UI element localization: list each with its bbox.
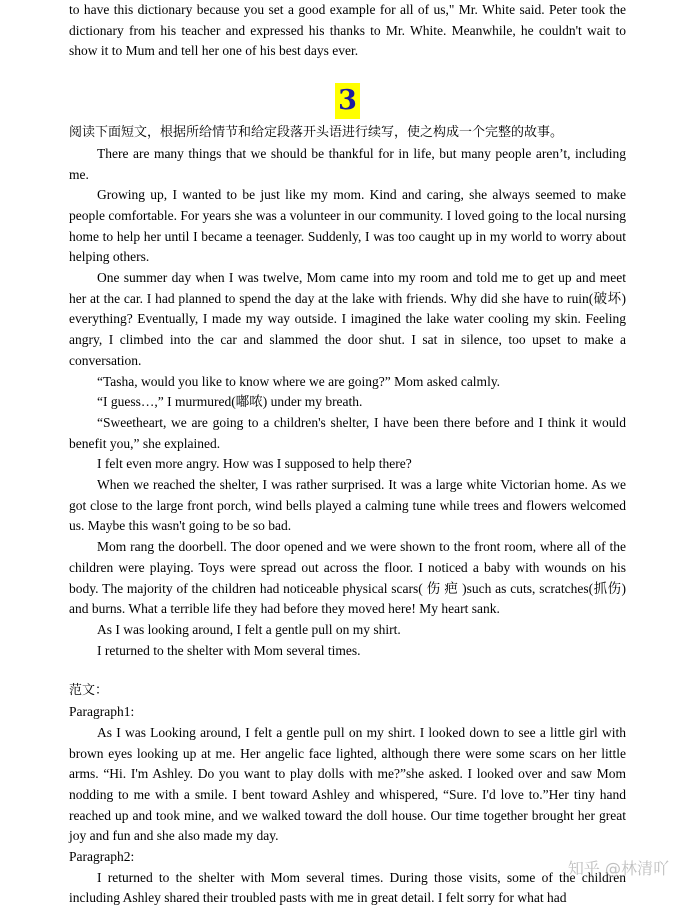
paragraph1-label: Paragraph1: bbox=[69, 704, 135, 720]
story-paragraph: I returned to the shelter with Mom several times. bbox=[97, 642, 361, 658]
model-heading: 范文： bbox=[69, 683, 109, 699]
story-paragraph: I felt even more angry. How was I supposed to help there? bbox=[97, 456, 412, 472]
paragraph2-text: I returned to the shelter with Mom several times. During those visits, some of the children including Ashley shared their troubled pasts with me in great detail. I felt sorry for what had bbox=[69, 869, 626, 906]
watermark: 知乎 @林清吖 bbox=[567, 859, 669, 878]
story-paragraph: Growing up, I wanted to be just like my mom. Kind and caring, she always seemed to make people comfortable. For years she was a volunteer in our community. I loved going to the local nursing home to help her until I became a teenager. Suddenly, I was too caught up in my world to worry about helping others. bbox=[69, 187, 626, 265]
intro-paragraph: to have this dictionary because you set a good example for all of us," Mr. White said. Peter took the dictionary from his teacher and expressed his thanks to Mr. White. Meanwhile, he couldn't wait to show it to Mum and tell her one of his best days ever. bbox=[69, 2, 626, 59]
section-number: 3 bbox=[335, 83, 360, 119]
paragraph1-text: As I was Looking around, I felt a gentle pull on my shirt. I looked down to see a little girl with brown eyes looking up at me. Her angelic face lighted, although there were some scars on her little arms. “Hi. I'm Ashley. Do you want to play dolls with me?”she asked. I looked over and saw Mom nodding to me with a smile. I bent toward Ashley and whispered, “Sure. I'd love to.”Her tiny hand reached up and took mine, and we walked toward the doll house. Our time together brought her great joy and fun and she also made my day. bbox=[69, 724, 626, 844]
story-paragraph: As I was looking around, I felt a gentle pull on my shirt. bbox=[97, 621, 401, 637]
section-number-wrap bbox=[69, 83, 626, 120]
story-paragraph: “I guess…,” I murmured(嘟哝) under my breath. bbox=[97, 394, 363, 410]
instruction-text: 阅读下面短文，根据所给情节和给定段落开头语进行续写，使之构成一个完整的故事。 bbox=[69, 125, 564, 141]
spacer bbox=[69, 661, 626, 681]
story-paragraph: “Sweetheart, we are going to a children's shelter, I have been there before and I think it would benefit you,” she explained. bbox=[69, 414, 626, 451]
document-page bbox=[69, 0, 626, 909]
story-paragraph: When we reached the shelter, I was rather surprised. It was a large white Victorian home. As we got close to the large front porch, wind bells played a calming tune while trees and flowers welcomed us. Maybe this wasn't going to be so bad. bbox=[69, 477, 626, 534]
story-paragraph: There are many things that we should be thankful for in life, but many people aren’t, including me. bbox=[69, 145, 626, 182]
story-paragraph: One summer day when I was twelve, Mom came into my room and told me to get up and meet her at the car. I had planned to spend the day at the lake with friends. Why did she have to ruin(破坏) everything? Eventually, I made my way outside. I imagined the lake water cooling my skin. Feeling angry, I climbed into the car and slammed the door shut. I sat in silence, too upset to make a conversation. bbox=[69, 270, 626, 368]
paragraph2-label: Paragraph2: bbox=[69, 849, 135, 865]
story-paragraph: “Tasha, would you like to know where we are going?” Mom asked calmly. bbox=[97, 373, 501, 389]
story-paragraph: Mom rang the doorbell. The door opened and we were shown to the front room, where all of the children were playing. Toys were spread out across the floor. I noticed a baby with wounds on his body. The majority of the children had noticeable physical scars( 伤 疤 )such as cuts, scratches(抓伤) and burns. What a terrible life they had before they moved here! My heart sank. bbox=[69, 539, 626, 617]
